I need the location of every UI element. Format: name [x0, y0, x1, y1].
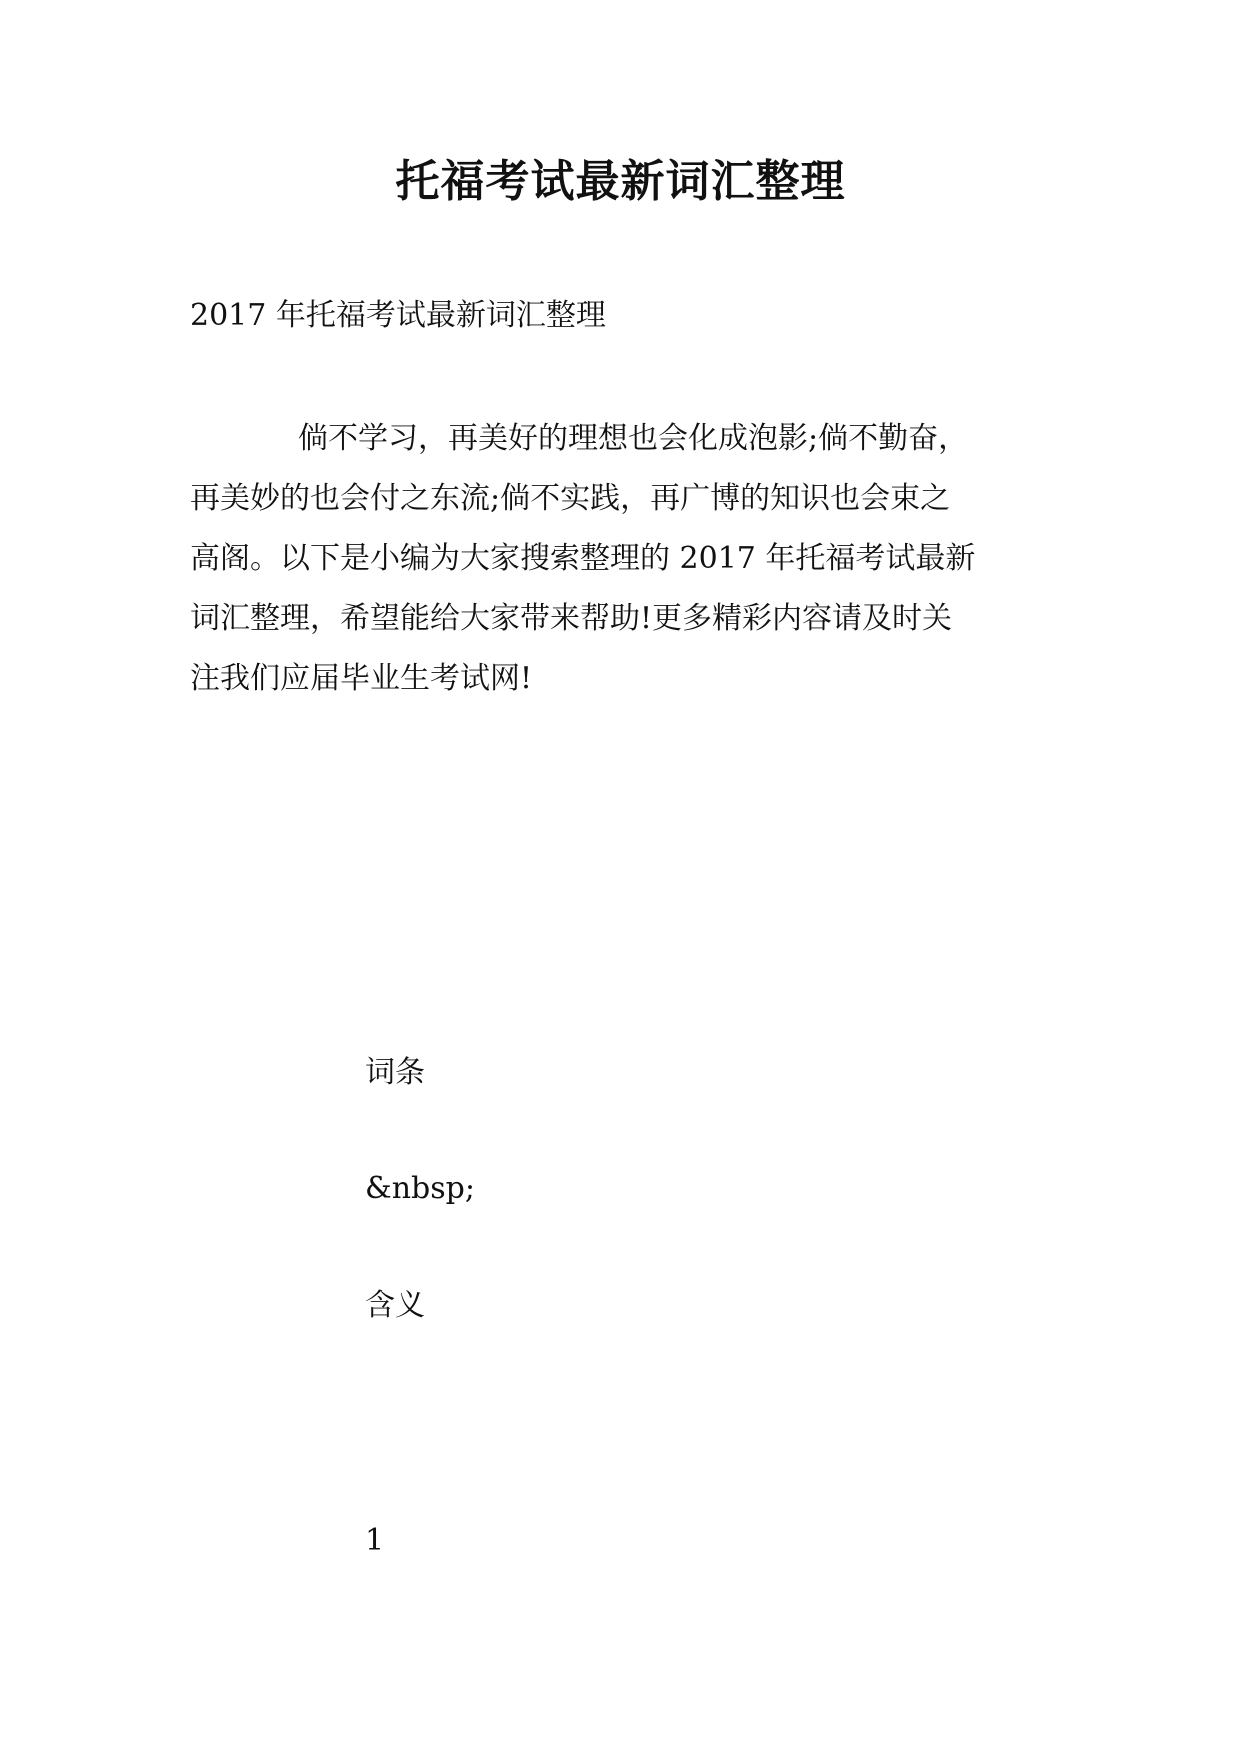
- table-header-meaning: 含义: [365, 1288, 425, 1323]
- document-subtitle: 2017 年托福考试最新词汇整理: [190, 298, 606, 333]
- intro-line-2: 再美妙的也会付之东流;倘不实践，再广博的知识也会束之: [190, 481, 951, 516]
- intro-line-1: 倘不学习，再美好的理想也会化成泡影;倘不勤奋，: [298, 421, 969, 456]
- document-title: 托福考试最新词汇整理: [395, 156, 846, 207]
- intro-line-3: 高阁。以下是小编为大家搜索整理的 2017 年托福考试最新: [190, 541, 976, 576]
- intro-paragraph: [190, 409, 1058, 709]
- table-header-term: 词条: [365, 1055, 425, 1090]
- table-nbsp-text: &nbsp;: [365, 1171, 475, 1206]
- intro-line-5: 注我们应届毕业生考试网!: [190, 661, 533, 696]
- intro-line-4: 词汇整理，希望能给大家带来帮助!更多精彩内容请及时关: [190, 601, 953, 636]
- table-row-number: 1: [365, 1523, 385, 1558]
